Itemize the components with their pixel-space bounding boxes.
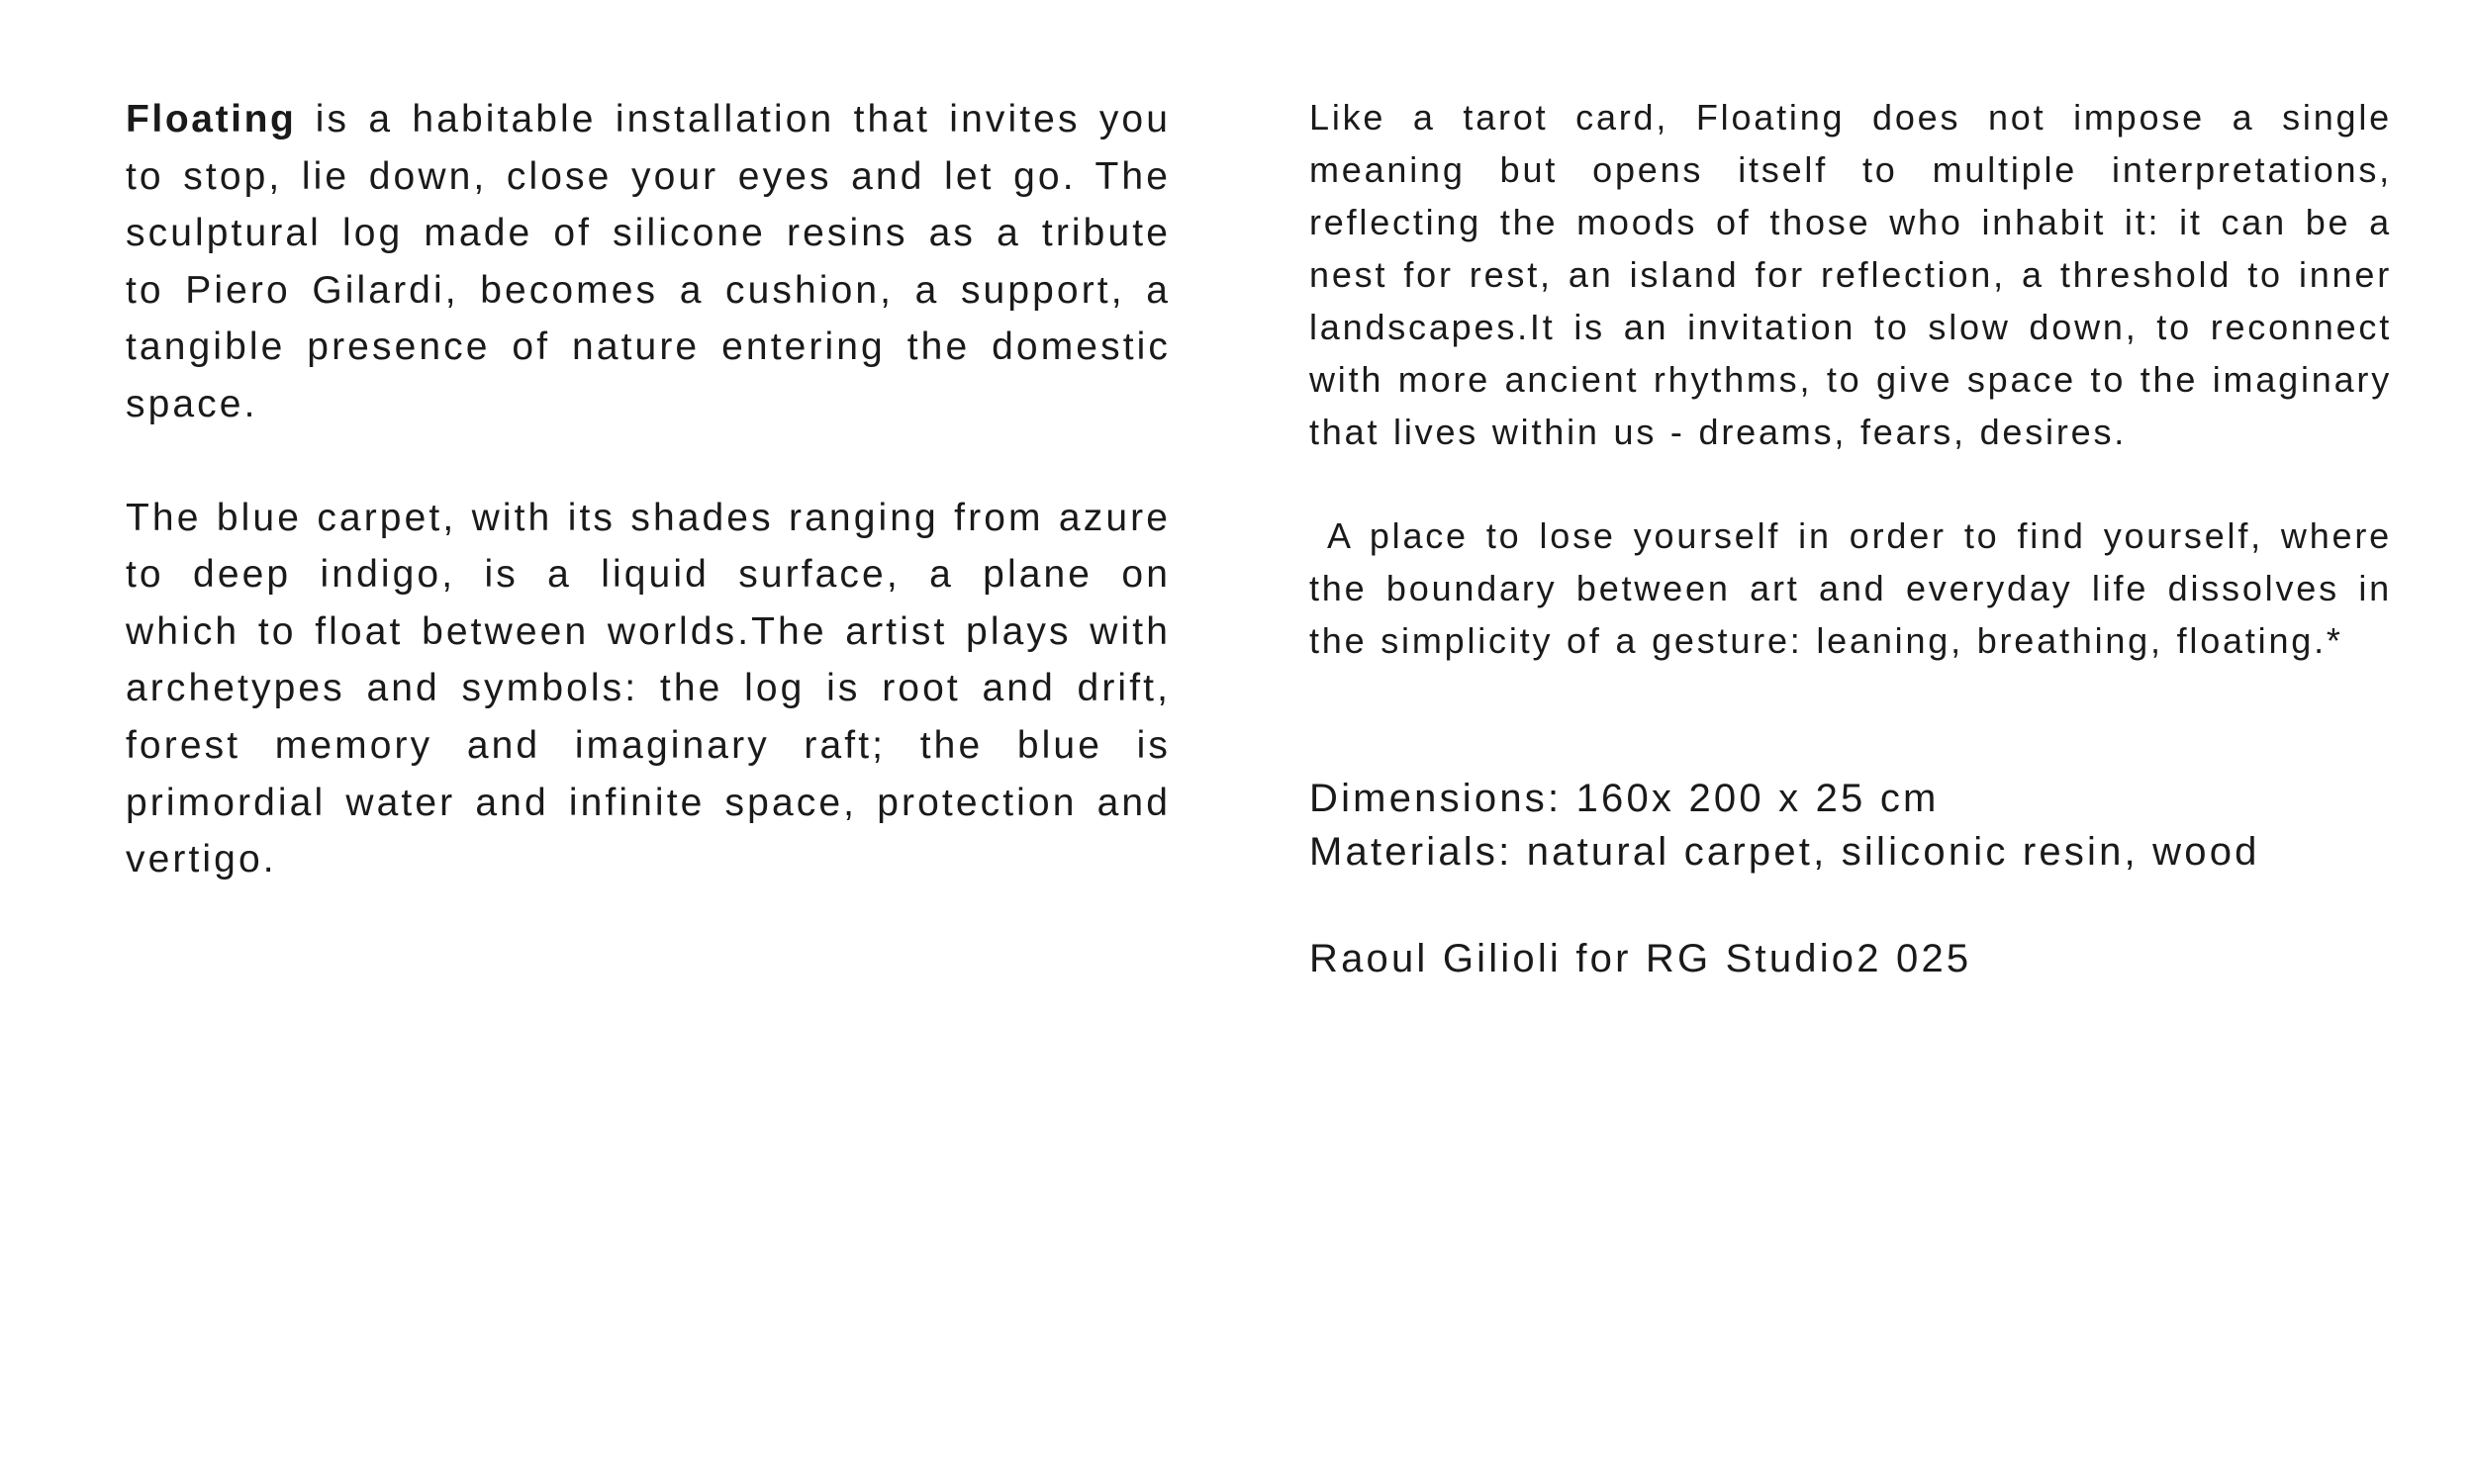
specifications [1309,772,2392,879]
left-text-column [126,91,1171,888]
tarot-paragraph: Like a tarot card, Floating does not impose a single meaning but opens itself to multiple interpretations, reflecting the moods of those who inhabit it: it can be a nest for rest, an island for reflection, a threshold to inner landscapes.It is an invitation to slow down, to reconnect with more ancient rhythms, to give space to the imaginary that lives within us - dreams, fears, desires. [1309,97,2392,452]
credit-line: Raoul Gilioli for RG Studio2 025 [1309,937,1972,980]
work-title: Floating [126,98,297,140]
materials-line: Materials: natural carpet, siliconic resin, wood [1309,830,2260,874]
place-text: A place to lose yourself in order to find yourself, where the boundary between art and everyday life dissolves in the simplicity of a gesture: leaning, breathing, floating.* [1309,515,2392,661]
right-text-column [1309,91,2392,985]
dimensions-line: Dimensions: 160x 200 x 25 cm [1309,777,1940,820]
place-paragraph [1309,510,2392,667]
intro-paragraph [126,91,1171,433]
carpet-paragraph: The blue carpet, with its shades ranging from azure to deep indigo, is a liquid surface, a plane on which to float between worlds.The artist plays with archetypes and symbols: the log is root and drift, forest memory and imaginary raft; the blue is primordial water and infinite space, protection and vertigo. [126,496,1171,881]
intro-text: is a habitable installation that invites you to stop, lie down, close your eyes and let go. The sculptural log made of silicone resins as a tribute to Piero Gilardi, becomes a cushion, a support, a tangible presence of nature entering the domestic space. [126,98,1171,425]
